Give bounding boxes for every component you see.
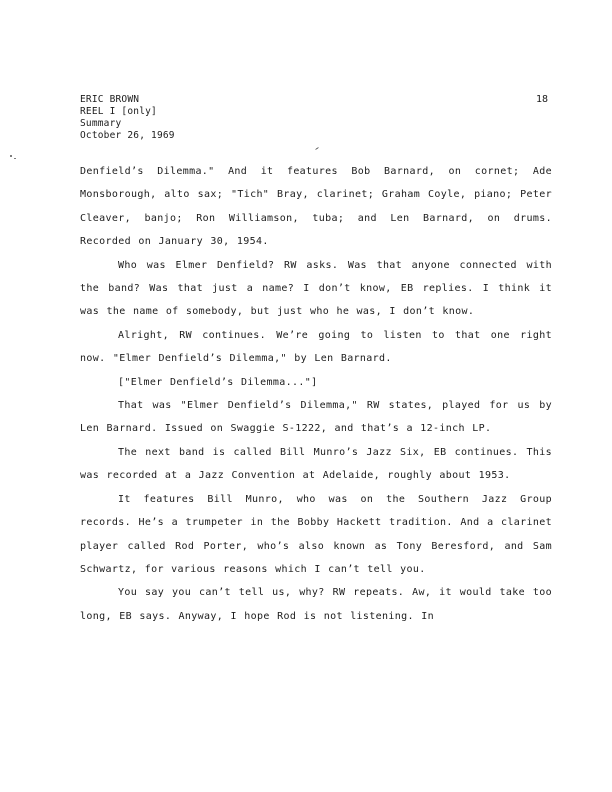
- transcript-body: [80, 160, 552, 628]
- paragraph: Alright, RW continues. We’re going to listen to that one right now. "Elmer Denfield’s Dilemma," by Len Barnard.: [80, 329, 552, 365]
- scan-speck: [14, 158, 16, 159]
- paragraph-continuation: Denfield’s Dilemma." And it features Bob Barnard, on cornet; Ade Monsborough, alto sax; "Tich" Bray, clarinet; Graham Coyle, piano; Peter Cleaver, banjo; Ron Williamson, tuba; and Len Barnard, on drums. Recorded on January 30, 1954.: [80, 166, 552, 248]
- paragraph: That was "Elmer Denfield’s Dilemma," RW states, played for us by Len Barnard. Issued on Swaggie S-1222, and that’s a 12-inch LP.: [80, 400, 552, 435]
- paragraph: It features Bill Munro, who was on the Southern Jazz Group records. He’s a trumpeter in the Bobby Hackett tradition. And a clarinet player called Rod Porter, who’s also known as Tony Beresford, and Sam Schwartz, for various reasons which I can’t tell you.: [80, 493, 552, 575]
- header-date: October 26, 1969: [80, 130, 175, 141]
- paragraph: The next band is called Bill Munro’s Jazz Six, EB continues. This was recorded at a Jazz Convention at Adelaide, roughly about 1953.: [80, 446, 552, 482]
- document-header: [80, 94, 175, 142]
- scan-speck: [10, 155, 12, 157]
- recording-cue: ["Elmer Denfield’s Dilemma..."]: [118, 376, 318, 388]
- header-interviewee: ERIC BROWN: [80, 94, 140, 105]
- page-number: 18: [536, 94, 549, 105]
- scan-speck: [315, 147, 319, 150]
- paragraph: You say you can’t tell us, why? RW repeats. Aw, it would take too long, EB says. Anyway, I hope Rod is not listening. In: [80, 587, 552, 622]
- header-reel: REEL I [only]: [80, 106, 157, 117]
- paragraph: Who was Elmer Denfield? RW asks. Was that anyone connected with the band? Was that just a name? I don’t know, EB replies. I think it was the name of somebody, but just who he was, I don’t know.: [80, 259, 552, 318]
- header-summary: Summary: [80, 118, 122, 129]
